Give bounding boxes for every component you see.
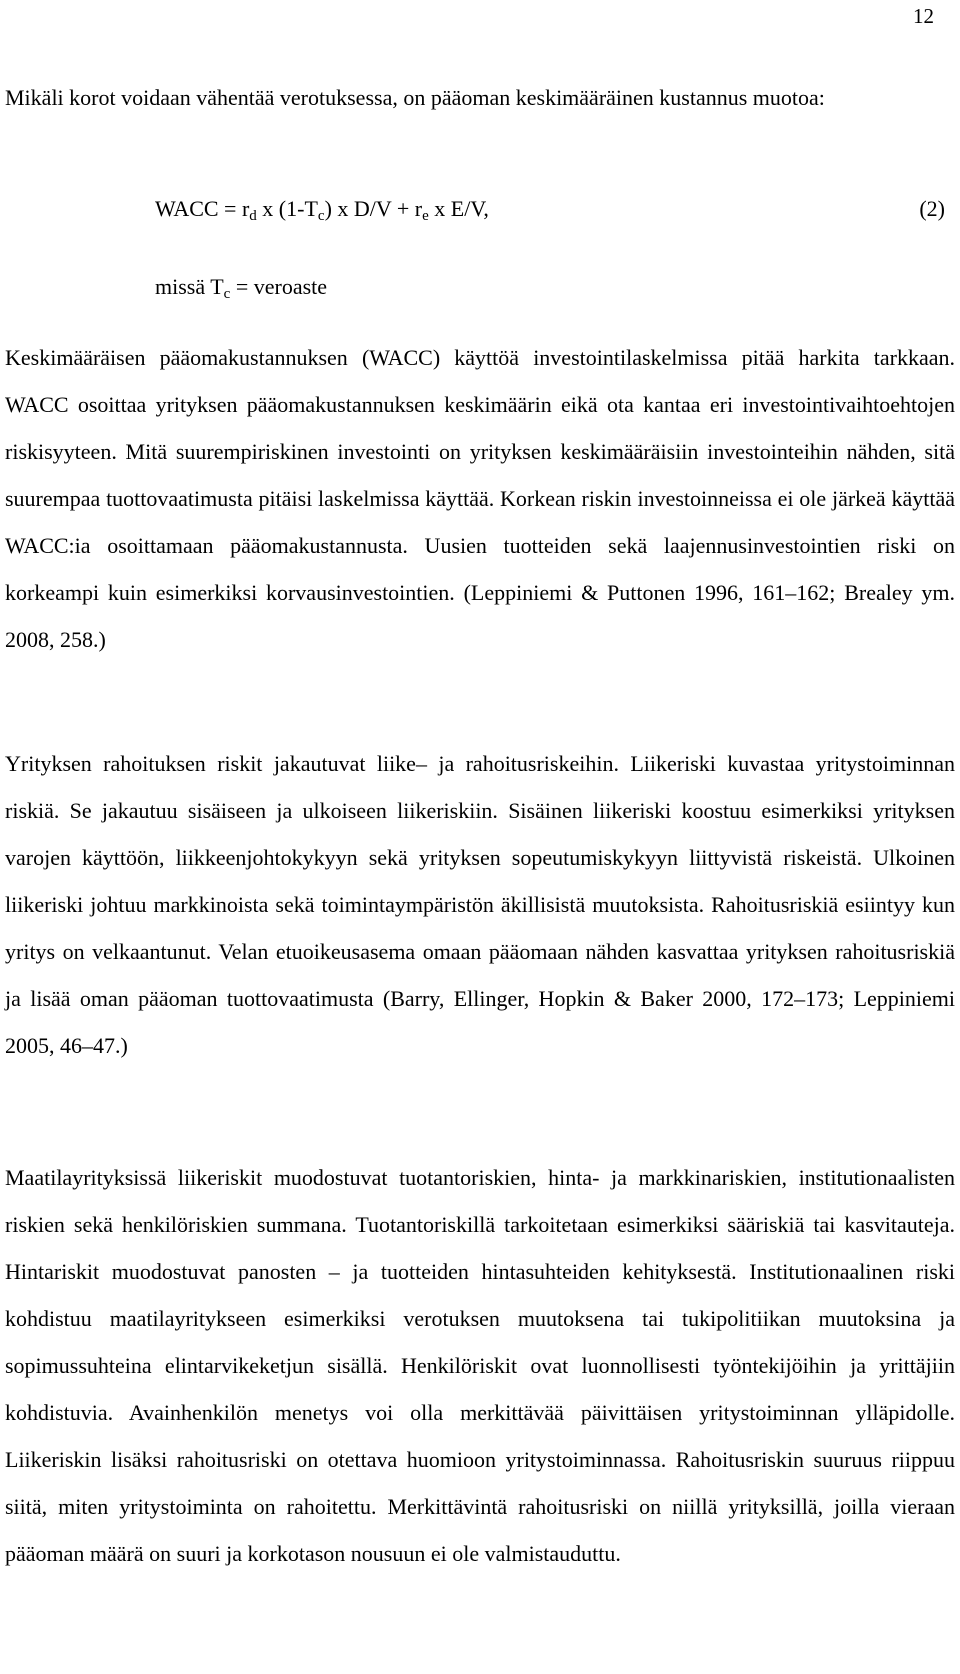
formula-part: x E/V, [428, 196, 489, 221]
paragraph-risks: Yrityksen rahoituksen riskit jakautuvat liike– ja rahoitusriskeihin. Liikeriski kuvastaa yritystoiminnan riskiä. Se jakautuu sisäiseen ja ulkoiseen liikeriskiin. Sisäinen liikeriski koostuu esimerkiksi yrityksen varojen käyttöön, liikkeenjohtokykyyn sekä yrityksen sopeutumiskykyyn liittyvistä riskeistä. Ulkoinen liikeriski johtuu markkinoista sekä toimintaympäristön äkillisistä muutoksista. Rahoitusriskiä esiintyy kun yritys on velkaantunut. Velan etuoikeusasema omaan pääomaan nähden kasvattaa yrityksen rahoitusriskiä ja lisää oman pääoman tuottovaatimusta (Barry, Ellinger, Hopkin & Baker 2000, 172–173; Leppiniemi 2005, 46–47.) [5, 751, 955, 1058]
formula-part: x (1-T [256, 196, 318, 221]
formula-part: WACC = r [155, 196, 250, 221]
formula-definition [155, 274, 327, 300]
paragraph-wacc: Keskimääräisen pääomakustannuksen (WACC) käyttöä investointilaskelmissa pitää harkita tarkkaan. WACC osoittaa yrityksen pääomakustannuksen keskimäärin eikä ota kantaa eri investointivaihtoehtojen riskisyyteen. Mitä suurempiriskinen investointi on yrityksen keskimääräisiin investointeihin nähden, sitä suurempaa tuottovaatimusta pitäisi laskelmissa käyttää. Korkean riskin investoinneissa ei ole järkeä käyttää WACC:ia osoittamaan pääomakustannusta. Uusien tuotteiden sekä laajennusinvestointien riski on korkeampi kuin esimerkiksi korvausinvestointien. (Leppiniemi & Puttonen 1996, 161–162; Brealey ym. 2008, 258.) [5, 345, 955, 652]
formula-subscript: e [422, 208, 429, 224]
definition-part: missä T [155, 274, 224, 299]
intro-text: Mikäli korot voidaan vähentää verotuksessa, on pääoman keskimääräinen kustannus muotoa: [5, 85, 825, 110]
equation-number: (2) [919, 196, 945, 221]
definition-part: = veroaste [230, 274, 328, 299]
page-number: 12 [913, 4, 934, 28]
paragraph-farm-risks: Maatilayrityksissä liikeriskit muodostuvat tuotantoriskien, hinta- ja markkinariskien, institutionaalisten riskien sekä henkilöriskien summana. Tuotantoriskillä tarkoitetaan esimerkiksi sääriskiä tai kasvitauteja. Hintariskit muodostuvat panosten – ja tuotteiden hintasuhteiden kehityksestä. Institutionaalinen riski kohdistuu maatilayritykseen esimerkiksi verotuksen muutoksena tai tukipolitiikan muutoksina ja sopimussuhteina elintarvikeketjun sisällä. Henkilöriskit ovat luonnollisesti työntekijöihin ja yrittäjiin kohdistuvia. Avainhenkilön menetys voi olla merkittävää päivittäisen yritystoiminnan ylläpidolle. Liikeriskin lisäksi rahoitusriski on otettava huomioon yritystoiminnassa. Rahoitusriskin suuruus riippuu siitä, miten yritystoiminta on rahoitettu. Merkittävintä rahoitusriski on niillä yrityksillä, joilla vieraan pääoman määrä on suuri ja korkotason nousuun ei ole valmistauduttu. [5, 1165, 955, 1566]
formula-subscript: d [249, 208, 257, 224]
wacc-formula [155, 196, 945, 222]
formula-subscript: c [317, 208, 325, 224]
definition-subscript: c [223, 286, 231, 302]
formula-part: ) x D/V + r [324, 196, 423, 221]
